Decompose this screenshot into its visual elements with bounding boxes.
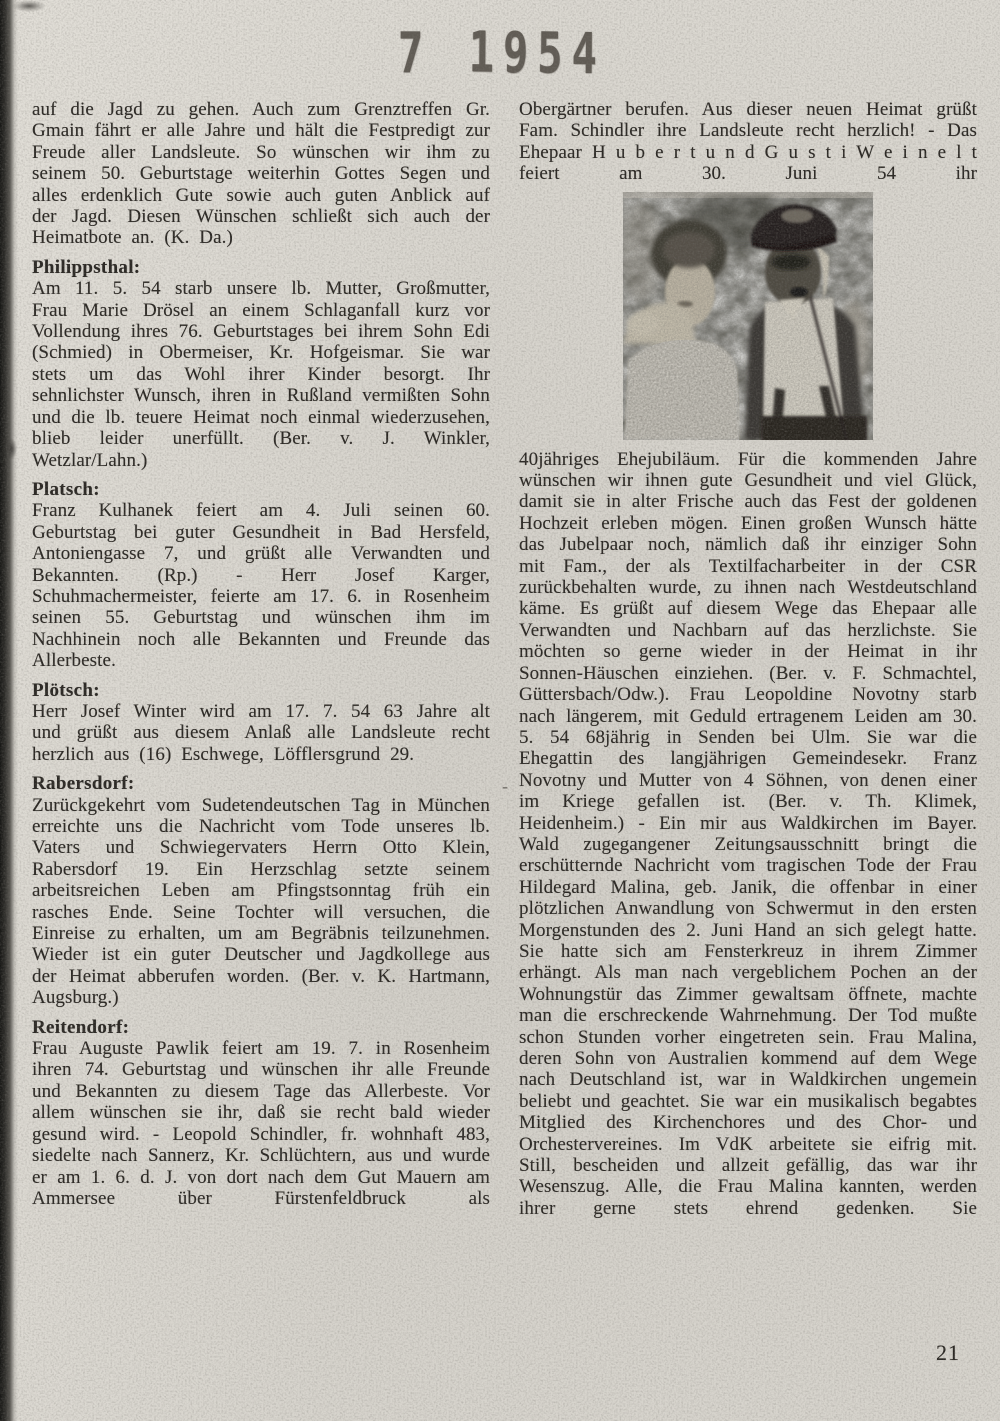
left-column	[32, 99, 490, 1209]
corner-smudge	[12, 0, 46, 12]
paragraph-rabersdorf: Zurückgekehrt vom Sudetendeutschen Tag in München erreichte uns die Nachricht vom Tode unseres lb. Vaters und Schwiegervaters Herrn Otto Klein, Rabersdorf 19. Ein Herzschlag setzte seinem arbeitsreichen Leben am Pfingstsonntag früh ein rasches Ende. Seine Tochter will versuchen, die Einreise zu erhalten, um am Begräbnis teilzunehmen. Wieder ist ein guter Deutscher und Jagdkollege aus der Heimat abberufen worden. (Ber. v. K. Hartmann, Augsburg.)	[32, 794, 490, 1009]
right-column	[519, 99, 977, 1219]
paragraph-ehejubilaeum-novotny-malina: 40jähriges Ehejubiläum. Für die kommenden Jahre wünschen wir ihnen gute Gesundheit und viel Glück, damit sie in alter Frische auch das Fest der goldenen Hochzeit erleben mögen. Einen großen Wunsch hätte das Jubelpaar noch, nämlich daß ihr einziger Sohn mit Fam., der als Textilfacharbeiter in der CSR zurückbehalten wurde, zu ihnen nach Westdeutschland käme. Es grüßt auf diesem Wege das Ehepaar alle Verwandten und Nachbarn auf das herzlichste. Sie möchten so gerne wieder in der Heimat in ihr Sonnen-Häuschen einziehen. (Ber. v. F. Schmachtel, Güttersbach/Odw.). Frau Leopoldine Novotny starb nach längerem, mit Geduld ertragenem Leiden am 30. 5. 54 68jährig in Senden bei Ulm. Sie war die Ehegattin des langjährigen Gemeindesekr. Franz Novotny und Mutter von 4 Söhnen, von denen einer im Kriege gefallen ist. (Ber. v. Th. Klimek, Heidenheim.) - Ein mir aus Waldkirchen im Bayer. Wald zugegangener Zeitungsausschnitt bringt die erschütternde Nachricht vom tragischen Tode der Frau Hildegard Malina, geb. Janik, die offenbar in einer plötzlichen Anwandlung von Schwermut in den ersten Morgenstunden des 2. Juni Hand an sich gelegt hatte. Sie hatte sich am Fensterkreuz in ihrem Zimmer erhängt. Als man nach vergeblichem Pochen an der Wohnungstür das Zimmer gewaltsam öffnete, machte man die erschreckende Wahrnehmung. Der Tod mußte schon Stunden vorher eingetreten sein. Frau Malina, deren Sohn von Australien kommend auf dem Wege nach Deutschland ist, war in Waldkirchen ungemein beliebt und geachtet. Sie war ein musikalisch begabtes Mitglied des Kirchenchores und des Chor- und Orchestervereines. Im VdK arbeitete sie eifrig mit. Still, bescheiden und allzeit gefällig, das war ihr Wesenszug. Alle, die Frau Malina kannten, werden ihrer gerne stets ehrend gedenken. Sie	[519, 448, 977, 1219]
issue-number-stamp: 7	[398, 20, 424, 86]
margin-print-artifact: -	[502, 776, 508, 796]
wedding-couple-photo	[623, 192, 873, 440]
section-heading-rabersdorf: Rabersdorf:	[32, 773, 135, 795]
paragraph-platsch: Franz Kulhanek feiert am 4. Juli seinen 60. Geburtstag bei guter Gesundheit in Bad Hersfeld, Antoniengasse 7, und grüßt alle Verwandten und Bekannten. (Rp.) - Herr Josef Karger, Schuhmachermeister, feierte am 17. 6. in Rosenheim seinen 55. Geburtstag und wünschen ihm im Nachhinein noch alle Bekannten und Freunde das Allerbeste.	[32, 500, 490, 672]
section-heading-platsch: Platsch:	[32, 478, 100, 500]
section-heading-philippsthal: Philippsthal:	[32, 256, 141, 278]
paragraph-obergaertner: Obergärtner berufen. Aus dieser neuen Heimat grüßt Fam. Schindler ihre Landsleute recht herzlich! - Das Ehepaar H u b e r t u n d G u s t i W e i n e l t feiert am 30. Juni 54 ihr	[519, 99, 977, 185]
paragraph-philippsthal: Am 11. 5. 54 starb unsere lb. Mutter, Großmutter, Frau Marie Drösel an einem Schlaganfall kurz vor Vollendung ihres 76. Geburtstages bei ihrem Sohn Edi (Schmied) in Obermeiser, Kr. Hofgeismar. Sie war stets um das Wohl ihrer Kinder besorgt. Ihr sehnlichster Wunsch, ihren in Rußland vermißten Sohn und die lb. teuere Heimat noch einmal wiederzusehen, blieb leider unerfüllt. (Ber. v. J. Winkler, Wetzlar/Lahn.)	[32, 278, 490, 471]
scan-edge-blob	[5, 438, 17, 460]
section-heading-ploetsch: Plötsch:	[32, 679, 100, 701]
issue-stamp	[398, 19, 607, 87]
binding-shadow-edge	[0, 0, 18, 1421]
paragraph-ploetsch: Herr Josef Winter wird am 17. 7. 54 63 Jahre alt und grüßt aus diesem Anlaß alle Landsleute recht herzlich aus (16) Eschwege, Löfflersgrund 29.	[32, 700, 490, 765]
paragraph-jagd-geburtstag: auf die Jagd zu gehen. Auch zum Grenztreffen Gr. Gmain fährt er alle Jahre und hält die Festpredigt zur Freude aller Landsleute. So wünschen wir ihm zu seinem 50. Geburtstage weiterhin Gottes Segen und alles erdenklich Gute sowie auch guten Anblick auf der Jagd. Diesen Wünschen schließt sich auch der Heimatbote an. (K. Da.)	[32, 99, 490, 249]
year-stamp: 1954	[468, 19, 607, 87]
paragraph-reitendorf: Frau Auguste Pawlik feiert am 19. 7. in Rosenheim ihren 74. Geburtstag und wünschen ihr alle Freunde und Bekannten zu diesem Tage das Allerbeste. Vor allem wünschen sie ihr, daß sie recht bald wieder gesund wird. - Leopold Schindler, fr. wohnhaft 483, siedelte nach Sannerz, Kr. Schlüchtern, aus und wurde er am 1. 6. d. J. von dort nach dem Gut Mauern am Ammersee über Fürstenfeldbruck als	[32, 1038, 490, 1209]
couple-photo-illustration	[623, 192, 873, 440]
page-number: 21	[936, 1340, 960, 1365]
section-heading-reitendorf: Reitendorf:	[32, 1016, 130, 1038]
